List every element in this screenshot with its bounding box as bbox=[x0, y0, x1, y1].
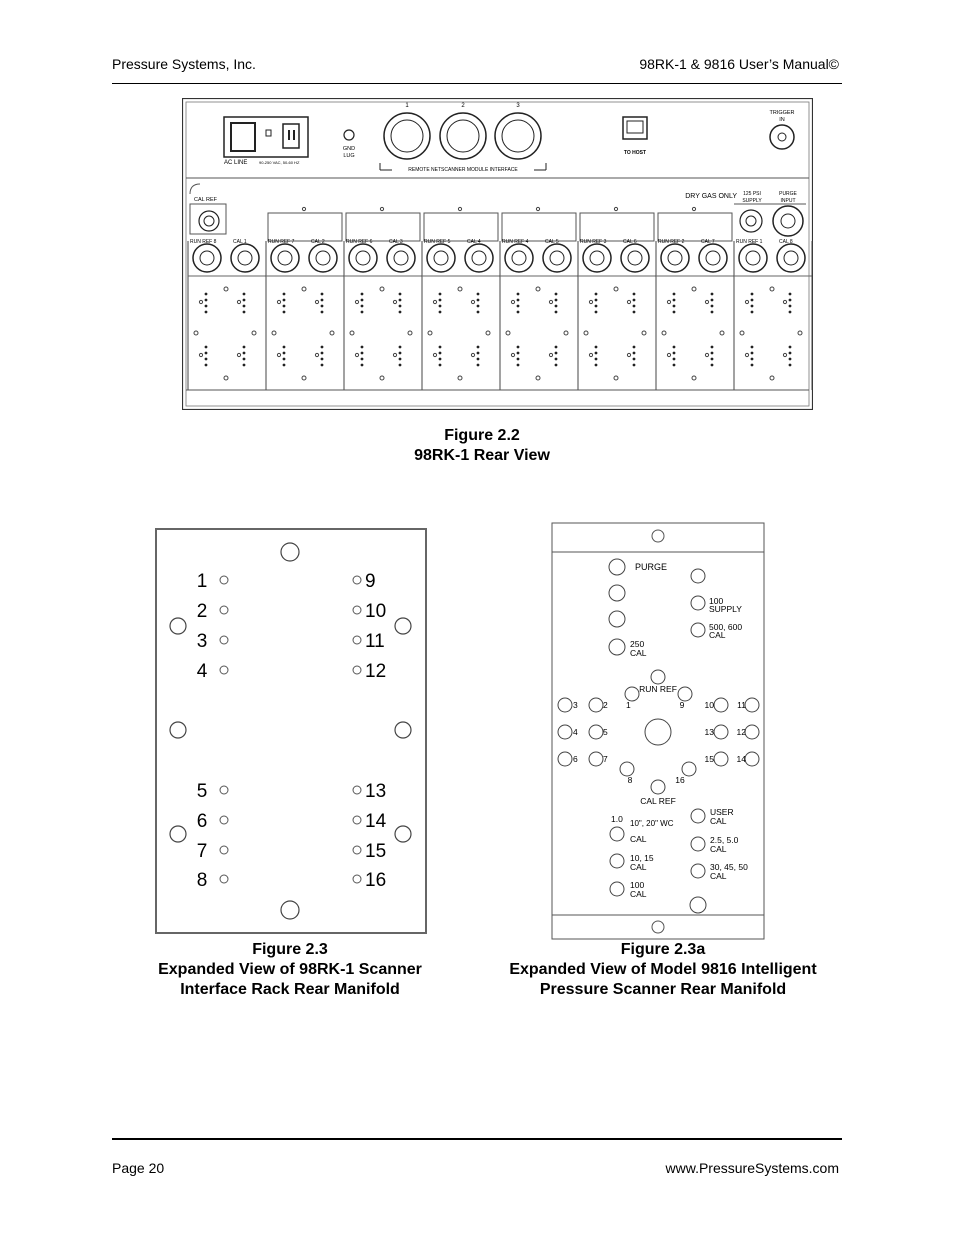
port-number: 9 bbox=[679, 700, 685, 710]
port-number: 5 bbox=[603, 727, 608, 737]
dry-gas-label: DRY GAS ONLY bbox=[685, 193, 737, 200]
9816-manifold-figure bbox=[551, 522, 766, 942]
slot-run-ref-label: RUN REF 6 bbox=[346, 239, 373, 245]
connector-number-2: 2 bbox=[461, 103, 465, 109]
cal-1-0-text: 1.0 bbox=[611, 814, 623, 824]
slot-cal-label: CAL 2 bbox=[311, 239, 325, 245]
ac-line-label: AC LINE bbox=[224, 160, 248, 166]
to-host-label: TO HOST bbox=[623, 150, 647, 156]
port-number: 11 bbox=[737, 700, 746, 710]
cal-10-15-cal-text: CAL bbox=[630, 862, 647, 872]
port-number: 14 bbox=[736, 754, 746, 764]
port-number: 4 bbox=[196, 661, 208, 682]
figure-2-3-number: Figure 2.3 bbox=[252, 941, 328, 958]
port-number: 4 bbox=[573, 727, 578, 737]
port-number: 10 bbox=[704, 700, 714, 710]
slot-run-ref-label: RUN REF 1 bbox=[736, 239, 763, 245]
slot-run-ref-label: RUN REF 7 bbox=[268, 239, 295, 245]
rear-view-figure bbox=[182, 98, 813, 410]
purge-text: PURGE bbox=[635, 562, 668, 572]
supply-label: SUPPLY bbox=[742, 198, 762, 204]
cal-250-text: 250 bbox=[630, 639, 645, 649]
cal-ref-text: CAL REF bbox=[640, 796, 676, 806]
port-number: 7 bbox=[196, 841, 208, 862]
footer-page-number: Page 20 bbox=[112, 1160, 165, 1176]
port-number: 14 bbox=[365, 811, 387, 832]
footer-website[interactable]: www.PressureSystems.com bbox=[665, 1160, 839, 1176]
port-number: 13 bbox=[704, 727, 714, 737]
port-number: 12 bbox=[365, 661, 387, 682]
cal-500-600-text: 500, 600 bbox=[709, 622, 743, 632]
trigger-label: TRIGGER bbox=[769, 110, 795, 116]
port-number: 2 bbox=[196, 601, 208, 622]
supply-100-text: 100 bbox=[709, 596, 724, 606]
cal-wc-cal-text: CAL bbox=[630, 834, 647, 844]
port-number: 5 bbox=[196, 781, 208, 802]
figure-2-3-title-line2: Interface Rack Rear Manifold bbox=[180, 981, 400, 998]
slot-cal-label: CAL 3 bbox=[389, 239, 403, 245]
figure-2-3a-title-line1: Expanded View of Model 9816 Intelligent bbox=[509, 961, 817, 978]
slot-cal-label: CAL 4 bbox=[467, 239, 481, 245]
header-company: Pressure Systems, Inc. bbox=[112, 56, 256, 72]
supply-text: SUPPLY bbox=[709, 604, 742, 614]
slot-cal-label: CAL 6 bbox=[623, 239, 637, 245]
header-rule bbox=[112, 83, 842, 84]
slot-run-ref-label: RUN REF 2 bbox=[658, 239, 685, 245]
port-number: 10 bbox=[365, 601, 387, 622]
port-number: 1 bbox=[196, 571, 208, 592]
user-text: USER bbox=[710, 807, 734, 817]
port-number: 15 bbox=[704, 754, 714, 764]
psi-125-label: 125 PSI bbox=[743, 191, 761, 197]
port-number: 9 bbox=[365, 571, 376, 592]
cal-500-600-cal-text: CAL bbox=[709, 630, 726, 640]
slot-cal-label: CAL 8 bbox=[779, 239, 793, 245]
slot-cal-label: CAL 5 bbox=[545, 239, 559, 245]
slot-cal-label: CAL 7 bbox=[701, 239, 715, 245]
rnm-interface-label: REMOTE NETSCANNER MODULE INTERFACE bbox=[408, 167, 518, 173]
connector-number-3: 3 bbox=[516, 103, 520, 109]
ac-spec-label: 90-250 VAC, 50-60 HZ bbox=[259, 160, 300, 165]
slot-run-ref-label: RUN REF 8 bbox=[190, 239, 217, 245]
gnd-label: GND bbox=[342, 146, 356, 152]
port-number: 1 bbox=[626, 700, 631, 710]
slot-run-ref-label: RUN REF 4 bbox=[502, 239, 529, 245]
cal-wc-text: 10", 20" WC bbox=[630, 819, 674, 828]
figure-2-3a-number: Figure 2.3a bbox=[620, 941, 706, 958]
figure-2-2-number: Figure 2.2 bbox=[444, 427, 520, 444]
port-number: 3 bbox=[196, 631, 208, 652]
trigger-in-label: IN bbox=[779, 117, 785, 123]
port-number: 8 bbox=[196, 870, 208, 891]
user-cal-text: CAL bbox=[710, 816, 727, 826]
cal-2-5-5-0-cal-text: CAL bbox=[710, 844, 727, 854]
cal-10-15-text: 10, 15 bbox=[630, 853, 654, 863]
figure-2-2-title: 98RK-1 Rear View bbox=[414, 447, 550, 464]
input-label: INPUT bbox=[780, 198, 796, 204]
port-number: 6 bbox=[196, 811, 208, 832]
slot-run-ref-label: RUN REF 5 bbox=[424, 239, 451, 245]
purge-label: PURGE bbox=[779, 191, 797, 197]
header-manual-title: 98RK-1 & 9816 User’s Manual© bbox=[639, 56, 839, 72]
figure-2-3a-title-line2: Pressure Scanner Rear Manifold bbox=[539, 981, 787, 998]
cal-100-text: 100 bbox=[630, 880, 645, 890]
slot-run-ref-label: RUN REF 3 bbox=[580, 239, 607, 245]
port-number: 8 bbox=[627, 775, 633, 785]
cal-ref-label: CAL REF bbox=[194, 197, 218, 203]
cal-30-45-50-text: 30, 45, 50 bbox=[710, 862, 748, 872]
port-number: 3 bbox=[573, 700, 578, 710]
rk1-manifold-figure bbox=[155, 528, 427, 934]
cal-100-cal-text: CAL bbox=[630, 889, 647, 899]
cal-30-45-50-cal-text: CAL bbox=[710, 871, 727, 881]
port-number: 11 bbox=[365, 631, 385, 652]
port-number: 16 bbox=[675, 775, 685, 785]
port-number: 7 bbox=[603, 754, 608, 764]
cal-250-cal-text: CAL bbox=[630, 648, 647, 658]
slot-cal-label: CAL 1 bbox=[233, 239, 247, 245]
port-number: 16 bbox=[365, 870, 387, 891]
cal-2-5-5-0-text: 2.5, 5.0 bbox=[710, 835, 739, 845]
port-number: 12 bbox=[736, 727, 746, 737]
port-number: 2 bbox=[603, 700, 608, 710]
footer-rule bbox=[112, 1138, 842, 1140]
port-number: 15 bbox=[365, 841, 387, 862]
figure-2-3-title-line1: Expanded View of 98RK-1 Scanner bbox=[158, 961, 422, 978]
lug-label: LUG bbox=[343, 153, 355, 159]
port-number: 6 bbox=[573, 754, 578, 764]
port-number: 13 bbox=[365, 781, 387, 802]
connector-number-1: 1 bbox=[405, 103, 409, 109]
run-ref-text: RUN REF bbox=[639, 684, 677, 694]
